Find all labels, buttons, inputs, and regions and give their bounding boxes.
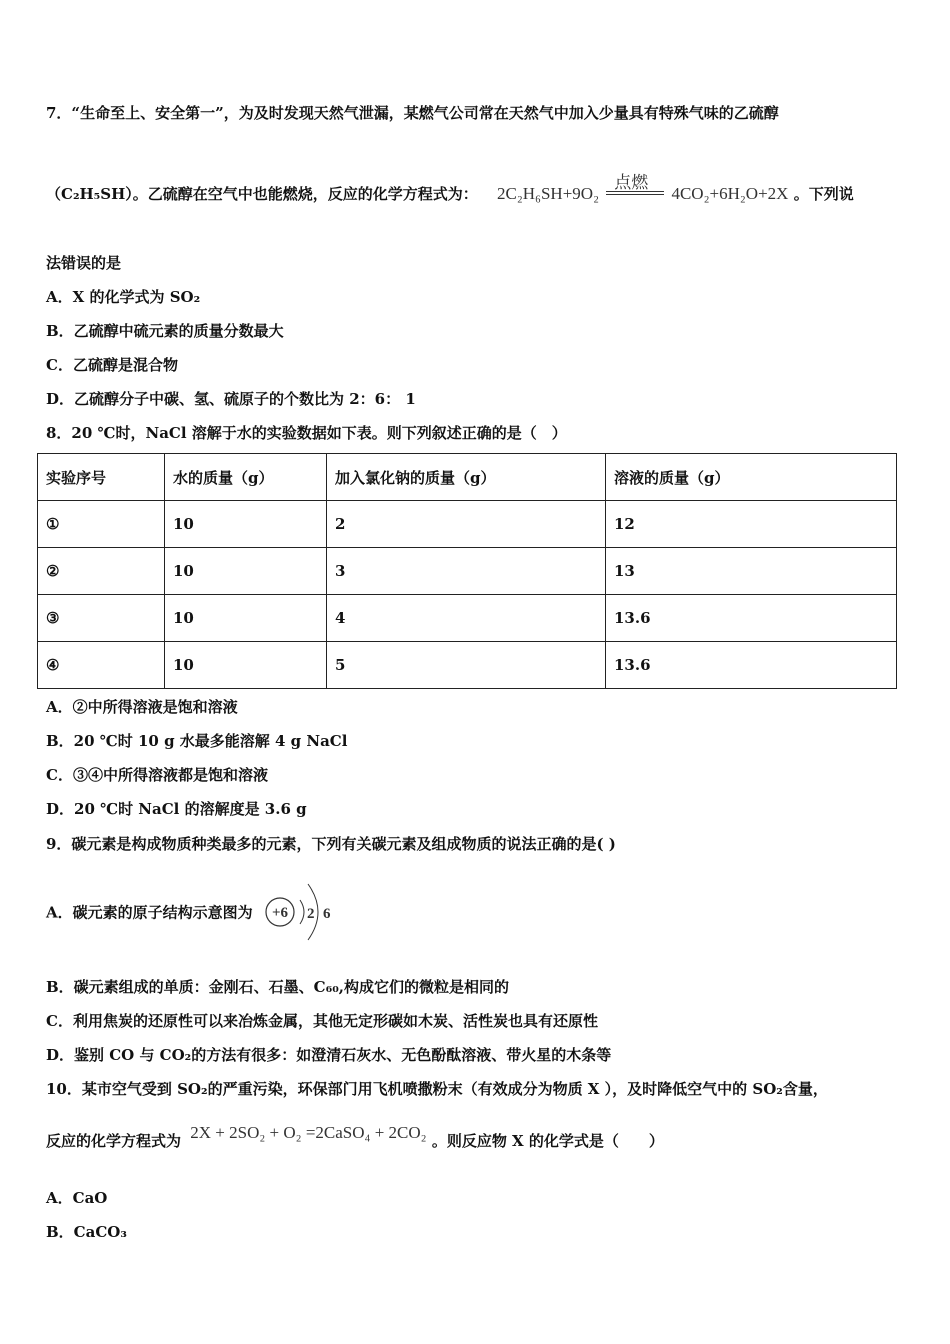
table-cell: ① (38, 501, 165, 548)
q7-option-d: D．乙硫醇分子中碳、氢、硫原子的个数比为 2：6： 1 (46, 390, 416, 408)
q7-reaction-condition (606, 173, 664, 205)
q8-stem: 8．20 ℃时，NaCl 溶解于水的实验数据如下表。则下列叙述正确的是（ ） (46, 424, 567, 442)
carbon-atom-diagram (264, 880, 344, 944)
q8-data-table (37, 453, 897, 689)
q9-option-b: B．碳元素组成的单质：金刚石、石墨、C₆₀,构成它们的微粒是相同的 (46, 978, 509, 996)
q7-equals-bar (606, 191, 664, 195)
q7-equation-right: 4CO₂+6H₂O+2X (671, 184, 789, 203)
electron-shell-1-arc (300, 900, 304, 924)
table-cell: ③ (38, 595, 165, 642)
table-cell: ④ (38, 642, 165, 689)
table-cell: 13.6 (606, 595, 897, 642)
q7-stem-prefix: （C₂H₅SH）。乙硫醇在空气中也能燃烧，反应的化学方程式为： (46, 185, 478, 203)
q7-stem-line2 (46, 173, 854, 205)
table-row (38, 501, 897, 548)
table-header-cell: 实验序号 (38, 454, 165, 501)
q9-option-c: C．利用焦炭的还原性可以来冶炼金属，其他无定形碳如木炭、活性炭也具有还原性 (46, 1012, 598, 1030)
q9-option-d: D．鉴别 CO 与 CO₂的方法有很多：如澄清石灰水、无色酚酞溶液、带火星的木条等 (46, 1046, 612, 1064)
table-header-row (38, 454, 897, 501)
q7-option-c: C．乙硫醇是混合物 (46, 356, 178, 374)
table-cell: 10 (165, 501, 327, 548)
nucleus-charge: +6 (271, 905, 288, 921)
q10-stem: 10．某市空气受到 SO₂的严重污染，环保部门用飞机喷撒粉末（有效成分为物质 X ），及时降低空气中的 SO₂含量， (46, 1080, 828, 1098)
table-cell: 10 (165, 642, 327, 689)
table-cell: 13 (606, 548, 897, 595)
table-cell: 3 (327, 548, 606, 595)
q7-equation-left: 2C₂H₆SH+9O₂ (497, 184, 599, 203)
q7-stem-line3: 法错误的是 (46, 254, 122, 272)
table-cell: 4 (327, 595, 606, 642)
q10-stem-line2 (46, 1123, 664, 1151)
q10-equation: 2X + 2SO₂ + O₂ =2CaSO₄ + 2CO₂ (190, 1123, 427, 1142)
q10-stem-prefix: 反应的化学方程式为 (46, 1132, 182, 1150)
q9-option-a (46, 880, 344, 944)
table-cell: 5 (327, 642, 606, 689)
shell-2-electrons: 6 (322, 906, 331, 922)
table-cell: 10 (165, 595, 327, 642)
table-header-cell: 水的质量（g） (165, 454, 327, 501)
q9-option-a-text: A．碳元素的原子结构示意图为 (46, 903, 253, 922)
q10-option-a: A．CaO (46, 1189, 108, 1207)
table-cell: ② (38, 548, 165, 595)
q7-condition-text: 点燃 (614, 173, 649, 193)
q7-option-a: A．X 的化学式为 SO₂ (46, 288, 201, 306)
q8-option-c: C．③④中所得溶液都是饱和溶液 (46, 766, 268, 784)
table-row (38, 642, 897, 689)
table-header-cell: 溶液的质量（g） (606, 454, 897, 501)
table-cell: 12 (606, 501, 897, 548)
q8-option-a: A．②中所得溶液是饱和溶液 (46, 698, 238, 716)
table-row (38, 595, 897, 642)
table-cell: 2 (327, 501, 606, 548)
q7-stem-line1: 7．“生命至上、安全第一”，为及时发现天然气泄漏，某燃气公司常在天然气中加入少量具有特殊气味的乙硫醇 (46, 104, 779, 122)
q8-option-b: B．20 ℃时 10 g 水最多能溶解 4 g NaCl (46, 732, 348, 750)
q7-option-b: B．乙硫醇中硫元素的质量分数最大 (46, 322, 284, 340)
table-header-cell: 加入氯化钠的质量（g） (327, 454, 606, 501)
q10-stem-suffix: 。则反应物 X 的化学式是（ ） (431, 1132, 664, 1150)
q9-stem: 9．碳元素是构成物质种类最多的元素，下列有关碳元素及组成物质的说法正确的是( ) (46, 835, 616, 853)
table-cell: 13.6 (606, 642, 897, 689)
table-cell: 10 (165, 548, 327, 595)
table-row (38, 548, 897, 595)
q10-option-b: B．CaCO₃ (46, 1223, 127, 1241)
q8-option-d: D．20 ℃时 NaCl 的溶解度是 3.6 g (46, 800, 307, 818)
shell-1-electrons: 2 (306, 906, 315, 922)
q7-stem-suffix: 。下列说 (793, 185, 854, 203)
